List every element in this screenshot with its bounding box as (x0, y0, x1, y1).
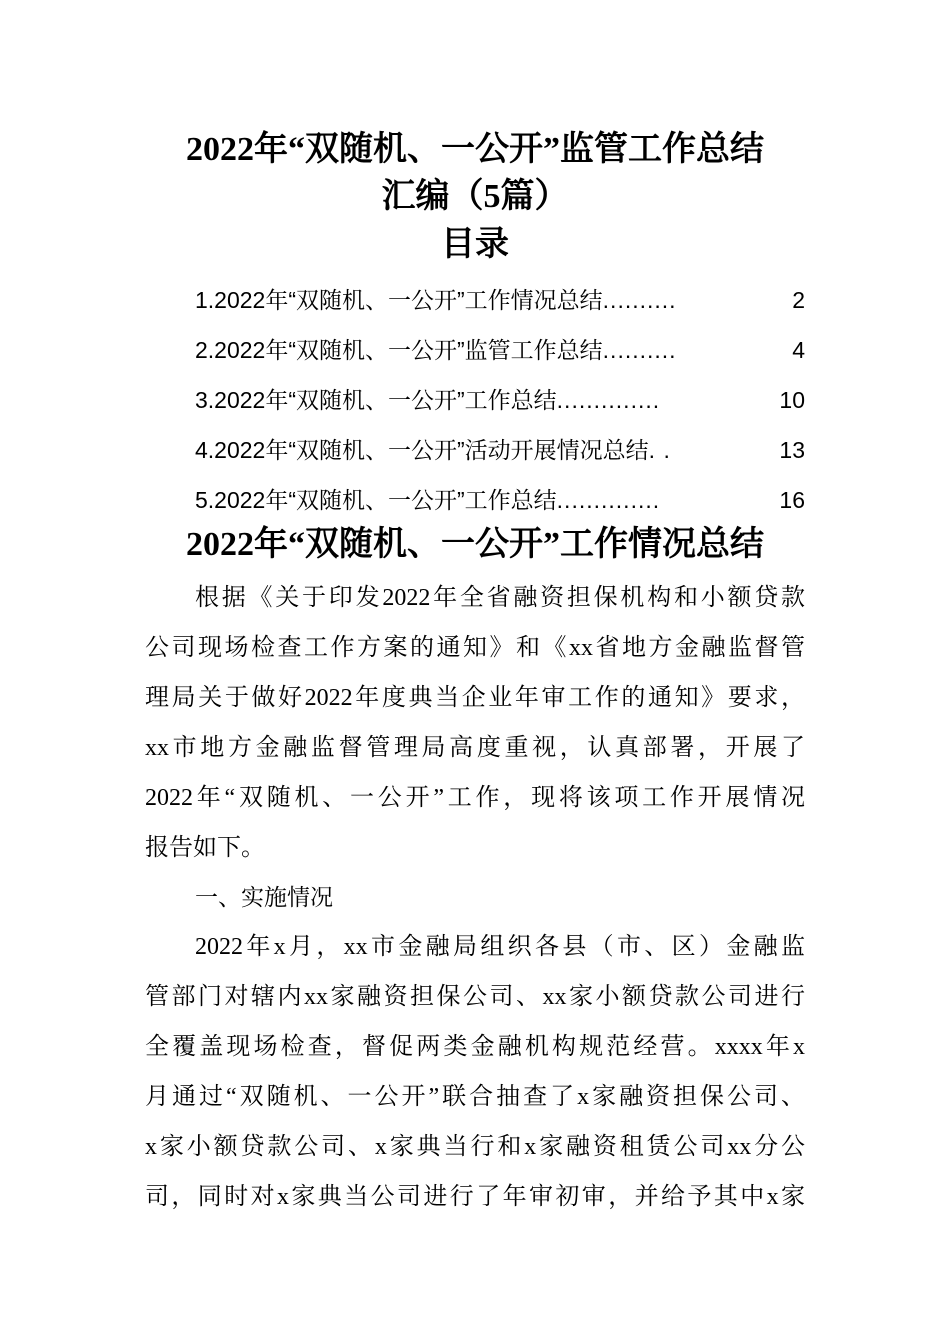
toc-leader: .......... (602, 287, 677, 313)
document-title-line: 汇编（5篇） (381, 178, 569, 215)
paragraph-line: 理局关于做好2022年度典当企业年审工作的通知》要求， (145, 685, 805, 711)
paragraph-line: 公司现场检查工作方案的通知》和《xx省地方金融监督管 (145, 635, 805, 661)
toc-leader: .......... (602, 337, 677, 363)
paragraph-line: 根据《关于印发2022年全省融资担保机构和小额贷款 (195, 585, 805, 611)
toc-item-title: 5.2022年“双随机、一公开”工作总结 (195, 487, 557, 513)
toc-leader: .............. (556, 387, 661, 413)
paragraph-line: 管部门对辖内xx家融资担保公司、xx家小额贷款公司进行 (145, 984, 805, 1010)
toc-item[interactable] (195, 433, 805, 467)
toc-item-page: 4 (792, 337, 805, 363)
toc-leader: . . (648, 437, 671, 463)
paragraph-line: xx市地方金融监督管理局高度重视，认真部署，开展了 (145, 735, 805, 761)
toc-item-page: 10 (779, 387, 805, 413)
toc-item[interactable] (195, 283, 805, 317)
section-heading: 一、实施情况 (195, 884, 333, 910)
toc-item-title: 4.2022年“双随机、一公开”活动开展情况总结 (195, 437, 649, 463)
paragraph-line: 司，同时对x家典当公司进行了年审初审，并给予其中x家 (145, 1184, 805, 1210)
paragraph-line: 全覆盖现场检查，督促两类金融机构规范经营。xxxx年x (145, 1034, 805, 1060)
toc-item-title: 2.2022年“双随机、一公开”监管工作总结 (195, 337, 603, 363)
toc-item-page: 16 (779, 487, 805, 513)
toc-item[interactable] (195, 333, 805, 367)
paragraph-line: 2022年“双随机、一公开”工作，现将该项工作开展情况 (145, 785, 805, 811)
toc-leader: .............. (556, 487, 661, 513)
toc-item[interactable] (195, 383, 805, 417)
toc-item-title: 1.2022年“双随机、一公开”工作情况总结 (195, 287, 603, 313)
article-title: 2022年“双随机、一公开”工作情况总结 (186, 526, 764, 563)
document-title-line: 2022年“双随机、一公开”监管工作总结 (186, 131, 764, 168)
toc-heading: 目录 (441, 226, 509, 263)
paragraph-line: 月通过“双随机、一公开”联合抽查了x家融资担保公司、 (145, 1084, 805, 1110)
toc-item-page: 2 (792, 287, 805, 313)
paragraph-line: x家小额贷款公司、x家典当行和x家融资租赁公司xx分公 (145, 1134, 805, 1160)
paragraph-line: 2022年x月，xx市金融局组织各县（市、区）金融监 (195, 934, 805, 960)
paragraph-line: 报告如下。 (145, 835, 265, 861)
toc-item-title: 3.2022年“双随机、一公开”工作总结 (195, 387, 557, 413)
toc-item[interactable] (195, 483, 805, 517)
toc-item-page: 13 (779, 437, 805, 463)
